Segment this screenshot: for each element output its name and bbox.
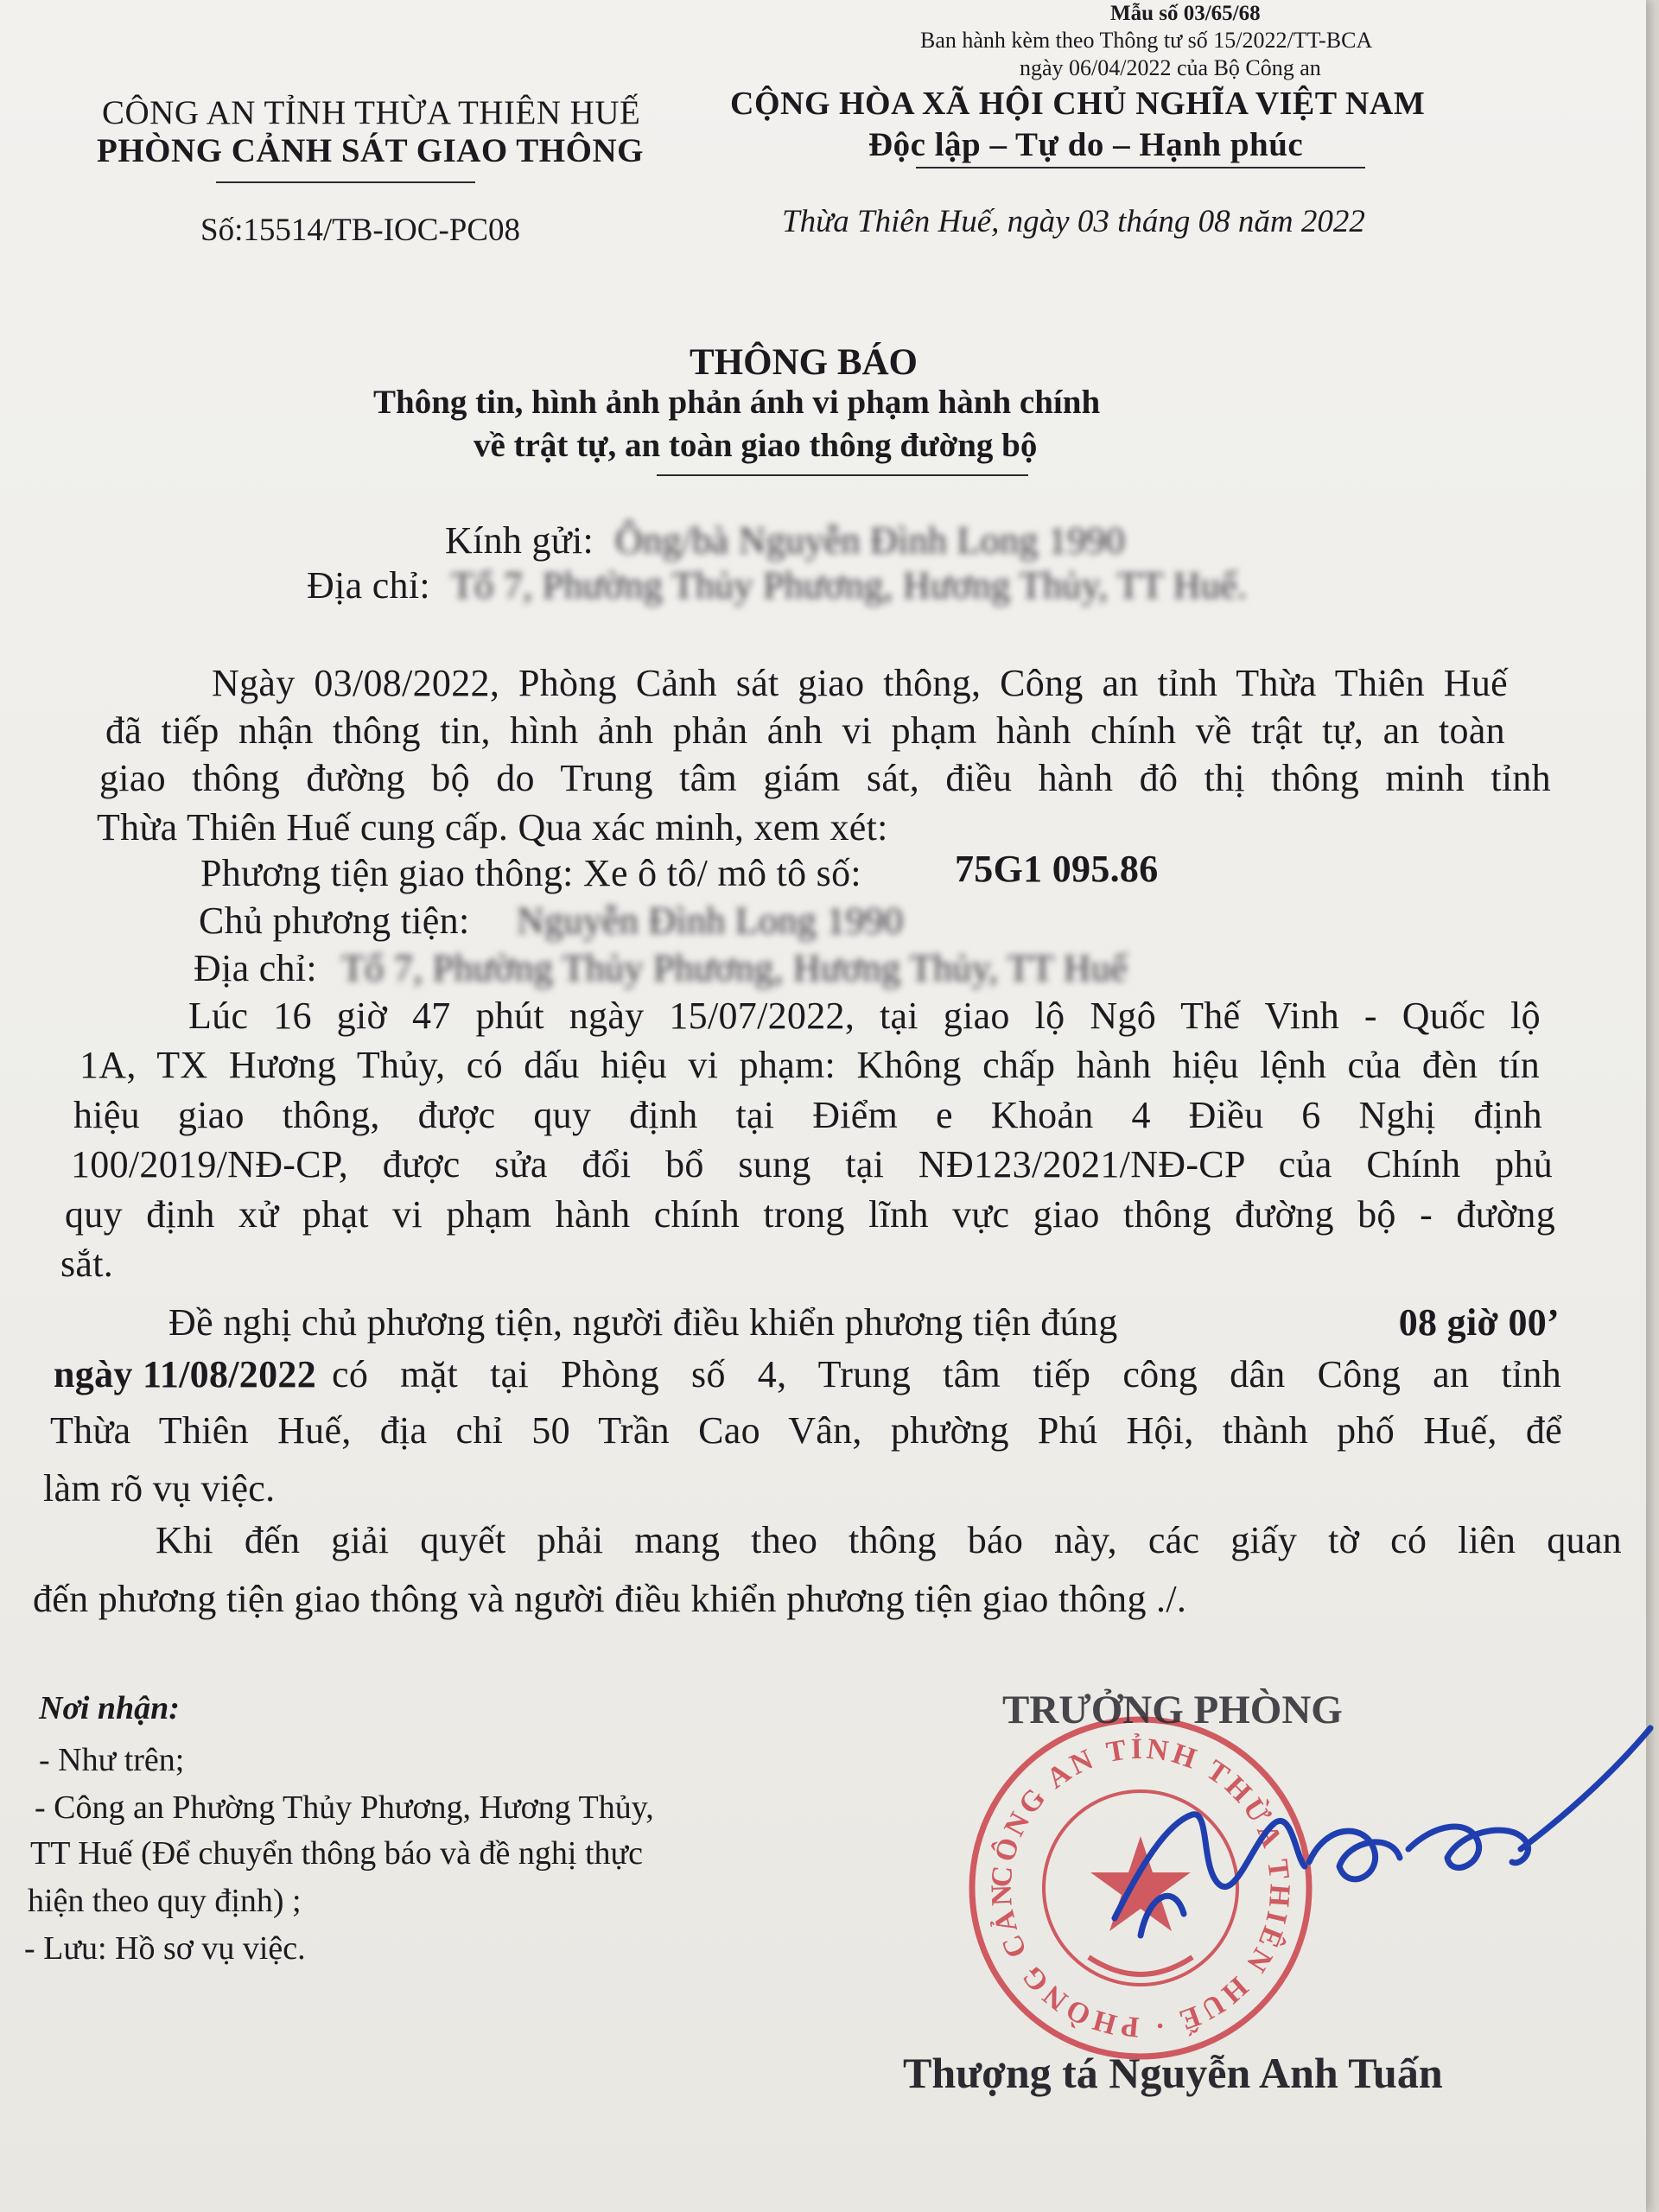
- motto-underline: [916, 167, 1365, 168]
- owner-address-label: Địa chỉ:: [194, 947, 317, 989]
- agency-name: CÔNG AN TỈNH THỪA THIÊN HUẾ: [102, 94, 641, 131]
- recipients-heading: Nơi nhận:: [39, 1690, 180, 1726]
- appointment-place: có mặt tại Phòng số 4, Trung tâm tiếp công dân Công an tỉnh: [332, 1353, 1561, 1395]
- signature-stroke: [1115, 1815, 1305, 1918]
- seal-lettering: CÔNG AN TỈNH THỪA THIÊN HUẾ · PHÒNG CẢN: [985, 1732, 1296, 2044]
- paragraph-line: Lúc 16 giờ 47 phút ngày 15/07/2022, tại giao lộ Ngô Thế Vinh - Quốc lộ: [188, 995, 1541, 1037]
- place-and-date: Thừa Thiên Huế, ngày 03 tháng 08 năm 2022: [782, 204, 1365, 239]
- document-subtitle-line2: về trật tự, an toàn giao thông đường bộ: [474, 427, 1038, 464]
- recipient-item: - Như trên;: [39, 1742, 185, 1778]
- paragraph-line: Thừa Thiên Huế cung cấp. Qua xác minh, xem xét:: [97, 806, 888, 849]
- signature-stroke: [1141, 1896, 1184, 1936]
- paragraph-line: giao thông đường bộ do Trung tâm giám sát, điều hành đô thị thông minh tỉnh: [99, 757, 1551, 799]
- signature-stroke: [1521, 1728, 1650, 1849]
- recipient-item: - Lưu: Hồ sơ vụ việc.: [24, 1930, 306, 1967]
- owner-address: Tổ 7, Phường Thủy Phương, Hương Thủy, TT Huế: [341, 947, 1128, 989]
- recipient-item: hiện theo quy định) ;: [28, 1883, 302, 1919]
- addressee-address: Tổ 7, Phường Thủy Phương, Hương Thủy, TT Huế.: [451, 564, 1248, 607]
- title-underline: [657, 474, 1028, 476]
- paragraph-line: 1A, TX Hương Thủy, có dấu hiệu vi phạm: Không chấp hành hiệu lệnh của đèn tín: [79, 1044, 1540, 1086]
- department-name: PHÒNG CẢNH SÁT GIAO THÔNG: [97, 132, 644, 169]
- paragraph-line: Thừa Thiên Huế, địa chỉ 50 Trần Cao Vân, phường Phú Hội, thành phố Huế, để: [50, 1409, 1562, 1452]
- signatory-name: Thượng tá Nguyễn Anh Tuấn: [903, 2049, 1443, 2097]
- paragraph-line: 100/2019/NĐ-CP, được sửa đổi bổ sung tại NĐ123/2021/NĐ-CP của Chính phủ: [71, 1143, 1553, 1185]
- document-number: Số:15514/TB-IOC-PC08: [200, 213, 521, 248]
- appointment-line: [54, 1352, 1561, 1396]
- appointment-line: [168, 1300, 1560, 1344]
- owner-label: Chủ phương tiện:: [199, 899, 470, 942]
- form-number: Mẫu số 03/65/68: [1110, 2, 1261, 25]
- national-motto: Độc lập – Tự do – Hạnh phúc: [868, 126, 1304, 163]
- signature-stroke: [1309, 1831, 1400, 1879]
- appointment-time: 08 giờ 00’: [1398, 1301, 1560, 1344]
- vehicle-plate: 75G1 095.86: [955, 848, 1159, 890]
- form-issued-with: Ban hành kèm theo Thông tư số 15/2022/TT-BCA: [920, 28, 1373, 53]
- address-label: Địa chỉ:: [307, 564, 430, 607]
- paragraph-line: quy định xử phạt vi phạm hành chính trong lĩnh vực giao thông đường bộ - đường: [65, 1193, 1555, 1236]
- department-underline: [216, 181, 475, 183]
- document-subtitle-line1: Thông tin, hình ảnh phản ánh vi phạm hành chính: [373, 384, 1101, 421]
- paragraph-line: đã tiếp nhận thông tin, hình ảnh phản ánh vi phạm hành chính về trật tự, an toàn: [105, 709, 1505, 752]
- addressee-name: Ông/bà Nguyễn Đình Long 1990: [615, 519, 1126, 562]
- nation-name: CỘNG HÒA XÃ HỘI CHỦ NGHĨA VIỆT NAM: [730, 86, 1426, 122]
- paragraph-line: Khi đến giải quyết phải mang theo thông báo này, các giấy tờ có liên quan: [156, 1519, 1622, 1561]
- owner-name: Nguyễn Đình Long 1990: [517, 899, 904, 942]
- appointment-date: ngày 11/08/2022: [54, 1353, 316, 1395]
- paragraph-line: sắt.: [60, 1243, 114, 1285]
- to-label: Kính gửi:: [445, 519, 594, 562]
- recipient-item: - Công an Phường Thủy Phương, Hương Thủy,: [35, 1789, 654, 1826]
- form-issued-date: ngày 06/04/2022 của Bộ Công an: [1020, 55, 1321, 80]
- handwritten-signature: [1089, 1719, 1659, 1979]
- document-title: THÔNG BÁO: [690, 342, 918, 383]
- signature-stroke: [1408, 1827, 1529, 1867]
- vehicle-label: Phương tiện giao thông: Xe ô tô/ mô tô số:: [200, 852, 861, 894]
- paragraph-line: Ngày 03/08/2022, Phòng Cảnh sát giao thông, Công an tỉnh Thừa Thiên Huế: [212, 662, 1508, 704]
- appointment-text: Đề nghị chủ phương tiện, người điều khiển phương tiện đúng: [168, 1301, 1118, 1344]
- signatory-title: TRƯỞNG PHÒNG: [1002, 1688, 1343, 1732]
- paragraph-line: hiệu giao thông, được quy định tại Điểm e Khoản 4 Điều 6 Nghị định: [73, 1094, 1542, 1136]
- paragraph-line: làm rõ vụ việc.: [43, 1467, 276, 1510]
- recipient-item: TT Huế (Để chuyển thông báo và đề nghị thực: [30, 1835, 643, 1872]
- paragraph-line: đến phương tiện giao thông và người điều khiển phương tiện giao thông ./.: [33, 1578, 1187, 1620]
